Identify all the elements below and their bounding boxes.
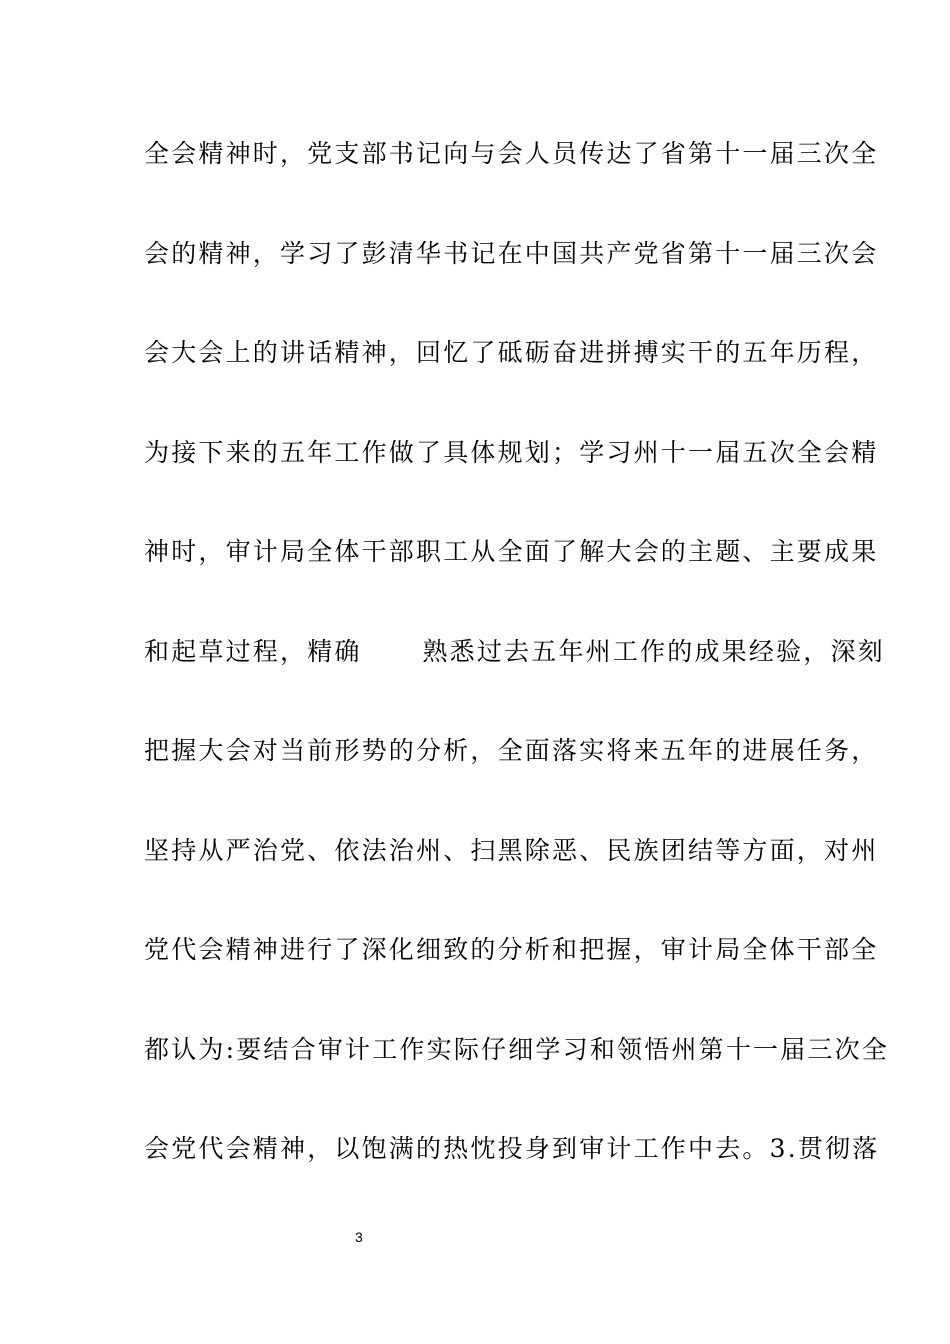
page-number: 3	[355, 1229, 363, 1245]
text-line: 会的精神，学习了彭清华书记在中国共产党省第十一届三次会	[144, 238, 879, 268]
text-line: 会党代会精神，以饱满的热忱投身到审计工作中去。3.贯彻落	[144, 1134, 880, 1163]
text-line: 会大会上的讲话精神，回忆了砥砺奋进拼搏实干的五年历程，	[144, 338, 879, 367]
text-line: 为接下来的五年工作做了具体规划；学习州十一届五次全会精	[144, 437, 879, 467]
text-line: 全会精神时，党支部书记向与会人员传达了省第十一届三次全	[144, 139, 879, 168]
text-line: 坚持从严治党、依法治州、扫黑除恶、民族团结等方面，对州	[144, 835, 879, 865]
text-line: 神时，审计局全体干部职工从全面了解大会的主题、主要成果	[144, 537, 879, 566]
text-line: 党代会精神进行了深化细致的分析和把握，审计局全体干部全	[144, 935, 879, 964]
text-line: 和起草过程，精确 熟悉过去五年州工作的成果经验，深刻	[144, 636, 885, 666]
text-line: 把握大会对当前形势的分析，全面落实将来五年的进展任务，	[144, 736, 879, 765]
body-text	[144, 136, 890, 1231]
text-line: 都认为:要结合审计工作实际仔细学习和领悟州第十一届三次全	[144, 1034, 890, 1064]
